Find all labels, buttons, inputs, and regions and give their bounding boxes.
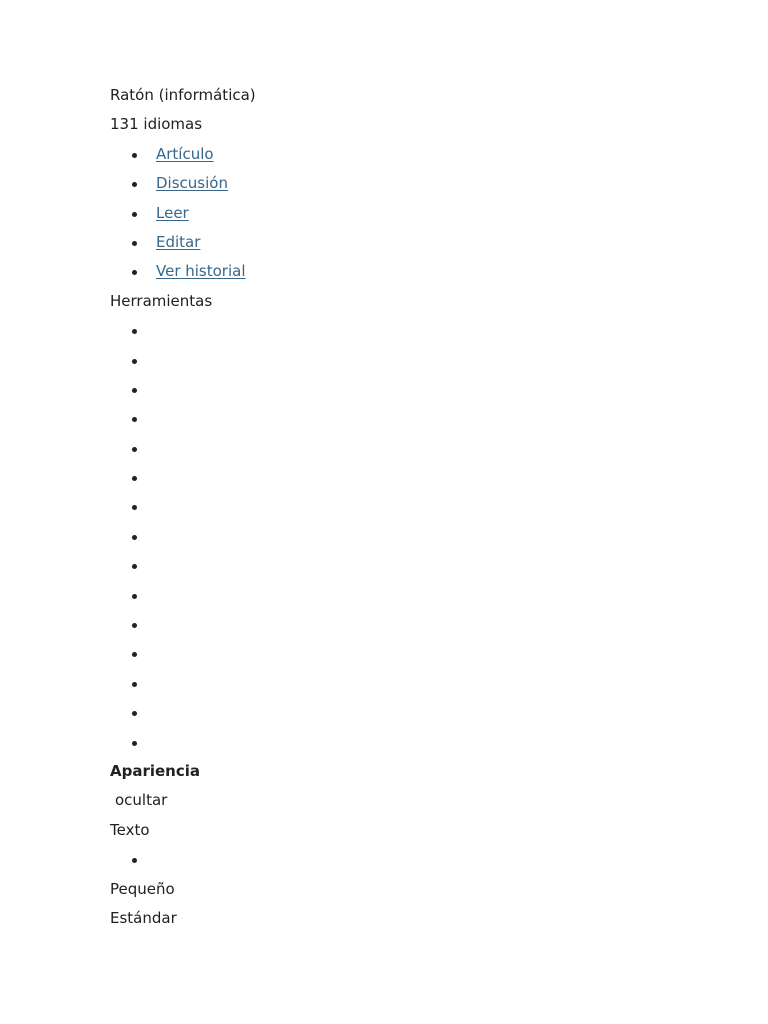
tools-list-item bbox=[110, 669, 710, 698]
tab-edit[interactable]: Editar bbox=[156, 232, 201, 251]
tools-list-item bbox=[110, 316, 710, 345]
tab-discussion[interactable]: Discusión bbox=[156, 174, 228, 193]
tab-discussion-item bbox=[110, 169, 710, 198]
tools-list-item bbox=[110, 639, 710, 668]
tab-read-item bbox=[110, 199, 710, 228]
text-size-list bbox=[110, 845, 710, 874]
page-content bbox=[110, 81, 710, 933]
tools-list-item bbox=[110, 610, 710, 639]
appearance-heading: Apariencia bbox=[110, 761, 201, 780]
tab-read[interactable]: Leer bbox=[156, 203, 189, 222]
tools-list-item bbox=[110, 463, 710, 492]
appearance-hide-button[interactable]: ocultar bbox=[115, 791, 168, 810]
tools-heading[interactable]: Herramientas bbox=[110, 291, 213, 310]
language-selector[interactable]: 131 idiomas bbox=[110, 115, 203, 134]
tab-edit-item bbox=[110, 228, 710, 257]
tools-list-item bbox=[110, 581, 710, 610]
page-title: Ratón (informática) bbox=[110, 86, 256, 104]
tools-list-item bbox=[110, 698, 710, 727]
text-size-option-standard[interactable]: Estándar bbox=[110, 908, 177, 927]
text-size-heading: Texto bbox=[110, 820, 150, 839]
tools-list-item bbox=[110, 492, 710, 521]
view-tabs-list bbox=[110, 140, 710, 287]
tab-view-history[interactable]: Ver historial bbox=[156, 262, 246, 281]
tab-article-item bbox=[110, 140, 710, 169]
tools-list-item bbox=[110, 728, 710, 757]
tools-list-item bbox=[110, 375, 710, 404]
text-size-list-item bbox=[110, 845, 710, 874]
tools-list-item bbox=[110, 551, 710, 580]
tools-list-item bbox=[110, 434, 710, 463]
tools-list-item bbox=[110, 522, 710, 551]
tools-list-item bbox=[110, 346, 710, 375]
tools-list bbox=[110, 316, 710, 757]
tab-article[interactable]: Artículo bbox=[156, 144, 214, 163]
tab-history-item bbox=[110, 257, 710, 286]
tools-list-item bbox=[110, 404, 710, 433]
text-size-option-small[interactable]: Pequeño bbox=[110, 879, 175, 898]
